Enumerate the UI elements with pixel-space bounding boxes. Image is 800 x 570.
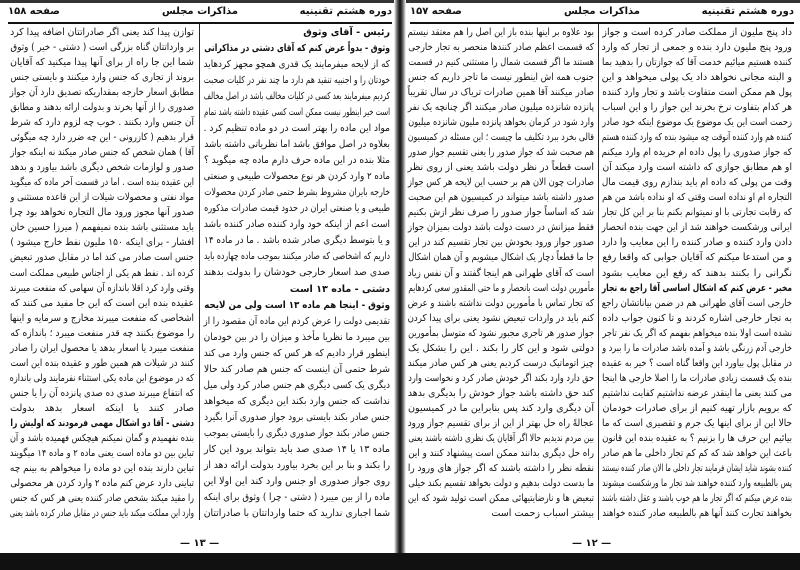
text-column-right <box>602 27 792 520</box>
volume-label: دوره هشتم تقنینیه <box>299 6 392 17</box>
text-line: مخبر - عرض کنم که اشکال اساسی آقا راجع به تجار <box>601 282 792 294</box>
text-line: بود علاوه بر اینها بنده باز این اصل را هم معتقد نیستم <box>407 27 594 38</box>
running-title: مذاکرات مجلس <box>161 6 239 17</box>
text-line: جنس است صادر می کند اما در مقابل صدور تبعیض <box>9 252 195 264</box>
text-line: صدور و لوازمات شخص دیگری باشد بیاورد و بدهد <box>10 162 194 174</box>
text-line: آن دیگری وارد کند پس بنابراین ما در کمیسیون <box>408 402 594 414</box>
text-line: در مقابل پول بیاورد این واقعا گناه است ؟ خیر به عقیده <box>601 357 792 369</box>
text-line: کنند در شیلات هم همین طور و عقیده بنده این است <box>10 357 194 369</box>
text-line: تباین بین دو ماده است یعنی ماده ۲ و ماده ۱۴ میگویند <box>9 447 194 459</box>
text-line: دیگری یک کسی دیگری هم جنس صادر کرد ولی میل <box>203 379 390 391</box>
text-line: هم صحبت شد که جواز صدور را یعنی تقسیم جواز صدور <box>408 147 594 159</box>
text-line: وارد شود در کرمان بخواهد پانزده ملیون شانزده میلیون <box>408 117 594 129</box>
page-footer-number: — ۱۳ — <box>180 538 220 549</box>
text-line: اینطور قرار دادیم که هر کس که جنس وارد می کند <box>203 347 390 359</box>
page-header <box>8 6 392 20</box>
page-number-label: صفحه ۱۵۷ <box>410 6 462 17</box>
text-line: نداشت که جنس وارد بکند این دیگری که میخواهد <box>203 395 390 407</box>
text-line: و من استدعا میکنم که آقایان جوابی که واقعا رفع <box>602 252 792 264</box>
text-line: خودتان را و اجنبیه تنقید هم دارد ما چند نفر در کلیات صحبت <box>203 75 390 87</box>
text-line: است اعم از اینکه خود وارد کننده صادر کننده باشد <box>203 219 390 231</box>
text-line: فقط میزانش در دست دولت باشد دولت بمیزان جواز <box>408 222 594 234</box>
text-line: که رقابت تجارتی با او نمیتوانم بکنم بنا بر این کل تجار <box>602 207 792 219</box>
text-line: ماده ۲ وارد کردن هر نوع محصولات طبیعی و صنعتی <box>203 171 390 183</box>
text-line: صدور جواز ورود بخودش بین تجار تقسیم کند در این <box>408 237 594 249</box>
text-line: صادر میکنند آقا همین صادرات تریاک در سال تقریباً <box>407 87 594 99</box>
text-line: به تجار خارجی اشاره کردند و تا کنون جواب داده <box>602 312 792 324</box>
text-line: بنده نفهمیدم و گمان نمیکنم هیچکس فهمیده باشد و آن <box>9 432 195 444</box>
text-line: این عقیده بنده است . اما در قسمت آخر ماده که میگوید <box>9 177 194 189</box>
page-header <box>410 6 794 20</box>
text-line: که قسمت اعظم صادر کنندها منحصر به تجار خارجی <box>408 42 594 54</box>
text-line: را بکند و بنا بر این بخرد بیاورد بدولت ارائه دهد از <box>203 459 390 471</box>
page-footer-number: — ۱۲ — <box>572 538 612 549</box>
text-line: داریم که اشخاصی که صادر میکنند بموجب ماده چهارده باید <box>204 251 390 263</box>
running-title: مذاکرات مجلس <box>563 6 641 17</box>
text-line: باعث این خواهد شد که کم کم تجار داخلی ما هم صادر <box>601 447 792 459</box>
text-line: افشار - برای اینکه ۱۵۰ ملیون نفط خارج میشود ) <box>10 237 194 249</box>
text-line: و البته مجانی نخواهد داد یک پولی میخواهد و این <box>601 72 792 84</box>
column-divider <box>598 24 599 520</box>
text-column-left <box>10 27 194 520</box>
header-rule <box>410 22 794 24</box>
text-line: کرده اند . نفط هم یکی از اجناس طبیعی مملکت است <box>9 267 194 279</box>
text-line: جا ما قطعاً دچار یک اشکال میشویم و آن همان اشکال <box>408 252 594 264</box>
text-line: پانزده شانزده میلیون صادر میکنند اگر چنانچه یک نفر <box>407 102 594 114</box>
text-line: شما اجباری ندارید که حتما وارداتتان با صادراتتان <box>203 507 390 519</box>
text-line: قرار بدهیم ( کازرونی - این چه ضرر دارد چه میگوئی <box>10 132 194 144</box>
text-line: پول هم ممکن است متفاوت باشد و تجار وارد کننده <box>602 87 792 99</box>
text-line: صدور داشته باشد میتواند در کمیسیون هم این صحبت <box>408 192 594 204</box>
text-line: بیشتر اسباب زحمت است <box>491 508 594 519</box>
text-line: صدی صد اسعار خارجی خودشان را بدولت بدهند <box>203 267 390 279</box>
text-line: داد پنج ملیون از مملکت صادر کرده است و جواز <box>602 27 792 38</box>
text-line: جنس صادر بکند بایستی برود جواز صدوری آنرا بگیرد <box>204 411 390 423</box>
text-line: دادن وارد کننده و صادر کننده را این معایب وا دارد <box>601 237 792 249</box>
text-line: مطابق اسعار خارجه بمقداریکه تصدیق دارد آن جواز <box>9 87 194 99</box>
text-line: دشتی - ماده ۱۳ است <box>289 283 390 295</box>
text-line: وثوق - اینجا هم ماده ۱۳ است ولی من لایحه <box>204 299 390 311</box>
text-line: تباینی دارد عرض کنم ماده ۲ وارد کردن هر محصولی <box>10 477 194 489</box>
text-line: عقیده بنده این است که این جا مفید می کنند که <box>10 297 194 309</box>
text-line: خارجی است آقای طهرانی هم در ضمن بیاناتشان راجع <box>601 297 792 309</box>
header-rule <box>8 22 392 24</box>
text-column-left <box>408 27 594 520</box>
text-line: بین مردم ندیدیم حالا اگر آقایان یک نظری داشته باشند یعنی <box>408 432 594 444</box>
text-line: وقت من پولی که داده ام باید بندازم روی قیمت مال <box>601 177 792 189</box>
text-line: بعلاوه در اصل موافق باشد اما نظریاتی داشته باشد <box>204 139 390 151</box>
text-line: ورود پنج ملیون دارد بنده و جمعی از تجار که وارد <box>601 42 792 54</box>
text-line: کنم باید در واردات تبعیض نشود یعنی برای پیدا کردن <box>407 312 594 324</box>
text-line: وثوق - بدواً عرض کنم که آقای دشتی در مذاکراتی <box>204 43 390 55</box>
text-line: دشتی - آقا دو اشکال مهمی فرمودند که اولیش را <box>10 417 195 429</box>
text-line: بروند از تجاری که جنس وارد میکنند و بایستی جنس <box>10 72 194 84</box>
text-line: التجاره ام او نداده است وقتی که او نداده باشد من هم <box>602 192 792 204</box>
text-line: صادر کنند یا اینکه اسعار بدهد بدولت <box>10 402 194 414</box>
text-line: ایرانی ورشکست خواهند شد از این جهت بنده انحصار <box>601 222 792 234</box>
text-line: کننده هستیم میائیم خدمت آقا که جوازتان را بدهید بما <box>602 57 792 69</box>
text-line: شد که اساساً جواز صدور را صرف نظر ازش بکنیم <box>407 207 594 219</box>
text-line: بنده یک قسمت زیادی صادرات ما را اصلا خارجی ها اینجا <box>602 372 792 384</box>
text-line: نقطه نظر را داشته باشند که اگر جواز های ورود را <box>407 462 594 474</box>
text-line: بر وارداتتان گناه بزرگی است ( دشتی - خیر ) وثوق <box>10 42 194 54</box>
column-divider <box>199 24 200 520</box>
text-line: رئیس - آقای وثوق <box>303 27 390 38</box>
text-line: آقا ) همان شخص که جنس صادر میکند نه اینکه جواز <box>10 147 194 159</box>
text-line: صادرات چون الان هم بر حسب این لایحه هر کس جواز <box>407 177 594 189</box>
text-line: وقتی وارد کرد اقلا باندازه آن سهامی که منفعت میبرند <box>9 282 195 294</box>
text-line: مواد این ماده را بهتر است در دو ماده تنظیم کرد . <box>203 123 390 135</box>
text-line: کننده بشوند شاید ایشان فرمایند تجار داخلی ما الان صادر کننده نیستند <box>602 462 792 474</box>
text-line: طبیعی و یا صنعتی ایران در حدود قیمت صادرات مذکوره <box>204 203 390 215</box>
scan-bottom-edge <box>0 553 800 570</box>
text-line: را مقید میکند بشخص صادر کننده یعنی هر کس که جنس <box>10 492 194 504</box>
text-line: زحمت است این یک موضوع یک موضوع اینکه خود صادر <box>602 117 792 129</box>
text-line: که برویم بازار تهیه کنیم از برای صادرات خودمان <box>602 402 792 414</box>
text-line: است که آقای طهرانی هم اینجا گفتند و آن نفس زیاد <box>407 267 594 279</box>
text-line: صدوری را از آنها بخرند و بدولت ارائه بدهند و مطابق <box>10 102 195 114</box>
text-line: مواد نفتی و محصولات شیلات از این قاعده مستثنی و <box>10 192 195 204</box>
text-line: جواز صدور هر تاجری مجبور نشود که متوسل بمأمورین <box>408 327 594 339</box>
text-line: تبعیض ها و نارضایتیهائی ممکن است تولید شود که این <box>407 492 594 504</box>
text-line: شرط حتمی آن اینست که جنس هم صادر کند حالا <box>204 363 390 375</box>
text-line: اشخاصی که منفعت میبرند مخارج و سرمایه و اینها <box>9 312 194 324</box>
text-line: ماده ۱۳ یا ۱۴ صدی صد باید بتواند برود این کار <box>204 443 390 455</box>
text-line: کردیم میفرمایند بعد کسی در کلیات مخالف باشد در اصل مخالف <box>203 91 390 103</box>
text-line: مثلا بنده در این ماده حرف دارم ماده چه میگوید ؟ <box>204 155 390 167</box>
text-line: که در موضوع این ماده یکی استثناء نفرمایند ولی باندازه <box>9 372 195 384</box>
text-line: هر کدام بتفاوت نرخ بخرند این جواز را و این اسباب <box>601 102 792 114</box>
text-line: آن جنس وارد بکنند . خوب چه لزوم دارد که شرط <box>10 117 195 129</box>
volume-label: دوره هشتم تقنینیه <box>701 6 794 17</box>
text-line: بنده عرض میکنم که اگر تجار ما هم خوب باشند و عقل داشته باشند <box>601 492 792 504</box>
text-line: دولتی شود و این کار را بکند . این را بشکل یک <box>408 342 594 354</box>
text-line: که از لایحه میفرمایند یک قدری همچو مجهز کردهاید <box>203 59 390 71</box>
text-line: نگرانی را بکنند بدهند که رفع این معایب بشود <box>602 267 792 279</box>
text-line: بیائیم این حرف ها را بزنیم ؟ به عقیده بنده این قانون <box>602 432 792 444</box>
text-line: است خیر اینطور نیست ممکن است کسی عقیده داشته باشد تمام <box>204 107 390 119</box>
text-line: او هم مطابق جوازی که داشته است وارد میکند آن <box>602 162 792 174</box>
left-page <box>0 0 398 552</box>
text-line: که جواز صدوری را پول داده ام خریده ام وارد میکنم <box>601 147 792 159</box>
text-line: هستند ما اگر قسمت شمال را مستثنی کنیم در قسمت <box>408 57 594 69</box>
text-line: حق دارد وارد بکند اگر خودش صادر کرد و نخواست وارد <box>408 372 594 384</box>
text-line: کننده هم وارد کننده آنوقت چه میشود بنده که وارد کننده هستم <box>601 132 792 144</box>
text-line: وارد این مملکت میکند باید جنس در مقابل صادر کرده باشد یعنی <box>9 508 195 519</box>
text-column-right <box>204 27 390 520</box>
text-line: خارجی آدم زرنگی باشد و آمده باشد صادرات ما را ببرد و <box>602 342 792 354</box>
text-line: ماده را از بین میبرد ( دشتی - چرا ) وثوق برای اینکه <box>203 491 390 503</box>
text-line: که تجار تماس با مأمورین دولت نداشته باشند و عرض <box>407 297 594 309</box>
text-line: بخواهند تجارت کنند آنها هم بالطبیعه صادر کننده خواهند <box>602 508 792 519</box>
text-line: منفعت میبرد یا اسعار بدهد یا محصول ایران را صادر <box>10 342 194 354</box>
text-line: کند حق داشته باشد جواز خودش را بدیگری بدهد <box>407 387 594 399</box>
text-line: مأمورین دولت است بانحصار و ما حتی المقدور سعی کردهایم <box>408 282 594 294</box>
text-line: صدور آنها مجوز ورود مال التجاره نخواهد بود چرا <box>9 207 195 219</box>
text-line: می کنند یعنی ما اینقدر عرضه نداشتیم کفایت نداشتیم <box>602 387 792 399</box>
text-line: تباین دارند بنده این دو ماده را میخواهم به بینم چه <box>9 462 194 474</box>
text-line: نشده است اولا بنده میخواهم بفهمم که اگر یک نفر تاجر <box>602 327 792 339</box>
text-line: جنس صادر بکند جواز صدوری دیگری را بایستی بموجب <box>203 427 390 439</box>
text-line: که انتفاع میبرند صدی ده صدی پانزده آن را یا جنس <box>9 387 194 399</box>
text-line: روی جواز صدوری او جنس وارد کند این اولا این <box>203 475 390 487</box>
text-line: و یا بتوسط دیگری صادر شده باشد . ما در ماده ۱۴ <box>204 235 390 247</box>
text-line: عجالةً راه حل بهتر از این از برای تقسیم جواز ورود <box>407 417 594 429</box>
text-line: را موضوع بکنند چه قدر منفعت میبرد ؛ باندازه که <box>10 327 194 339</box>
text-line: تقدیمی دولت را عرض کردم این ماده آن مقصود را از <box>203 315 390 327</box>
text-line: توازن پیدا کند یعنی اگر صادراتتان اضافه پیدا کرد <box>10 27 194 38</box>
right-page <box>402 0 800 552</box>
text-line: قالی بخرد ببرد تکلیف ما چیست ؛ این مسئله در کمیسیون <box>407 132 594 144</box>
book-binding-gutter <box>394 0 406 570</box>
text-line: حالا این از برای اینها یک جرم و تقصیری است که ما <box>601 417 792 429</box>
text-line: باید مستثنی باشد بنده نمیفهمم ( میرزا حسین خان <box>10 222 194 234</box>
text-line: است قطعاً در نظر دولت باشد یعنی از روی نظر <box>407 162 594 174</box>
text-line: جنوب همه اش اینطور نیست ما تاجر داریم که جنس <box>408 72 594 84</box>
text-line: ما بدست دولت بدهیم و دولت بخواهد تقسیم بکند خیلی <box>408 477 594 489</box>
page-number-label: صفحه ۱۵۸ <box>8 6 60 17</box>
text-line: پس بالطبیعه وارد کننده خواهند شد تجار ما ورشکست میشوند <box>602 477 792 489</box>
text-line: چیز اتوماتیک درست کردیم یعنی هر کس صادر میکند <box>407 357 594 369</box>
text-line: خارجه بایران مشروط بشرط حتمی صادر کردن محصولات <box>204 187 390 199</box>
text-line: بین میبرد ما نظریا مأخذ و میزان را در بین خودمان <box>203 331 390 343</box>
text-line: راه حل دیگری بدانند ممکن است پیشنهاد کنند و این <box>408 447 594 459</box>
text-line: شما این جا راه از برای آنها پیدا میکنید که آقایان <box>10 57 195 69</box>
